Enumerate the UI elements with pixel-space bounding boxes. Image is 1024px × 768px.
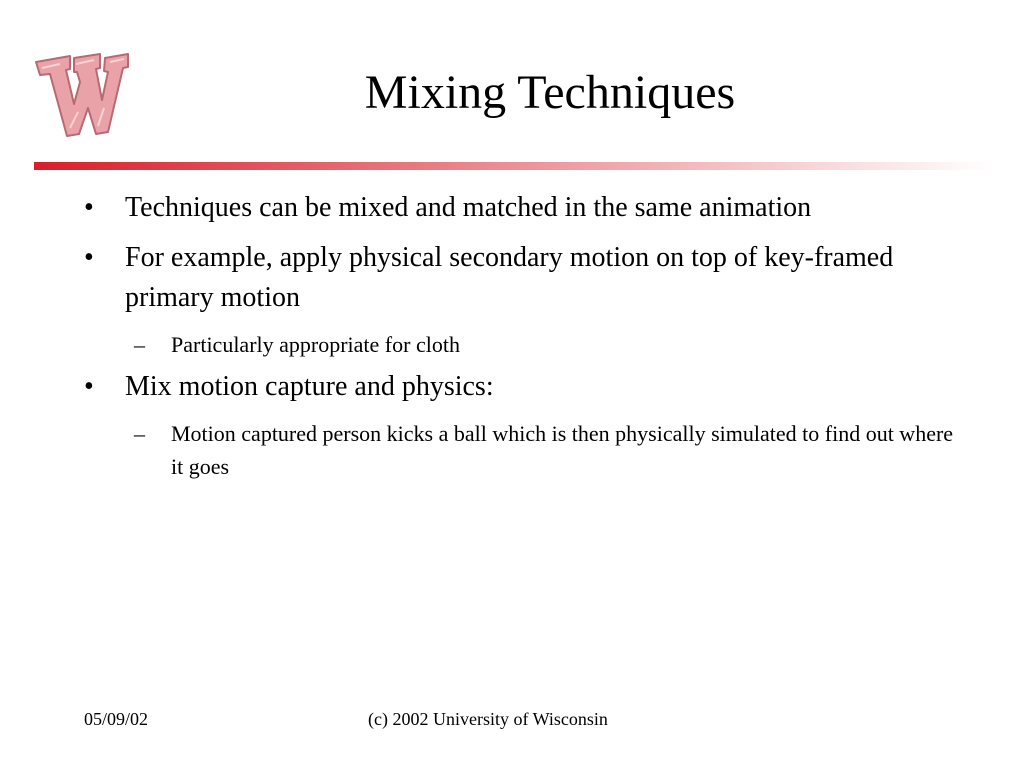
bullet-item (84, 238, 964, 318)
bullet-marker: • (84, 242, 94, 273)
uw-w-logo-icon (30, 42, 130, 142)
footer-copyright: (c) 2002 University of Wisconsin (368, 709, 608, 729)
slide-body (84, 188, 964, 489)
bullet-item (84, 367, 964, 407)
bullet-text: For example, apply physical secondary motion on top of key-framed primary motion (125, 242, 894, 313)
bullet-text: Mix motion capture and physics: (125, 371, 494, 402)
title-divider (34, 162, 994, 170)
sub-bullet-marker: – (134, 421, 145, 446)
sub-bullet-marker: – (134, 332, 145, 357)
sub-bullet-item (134, 328, 964, 361)
bullet-marker: • (84, 371, 94, 402)
bullet-marker: • (84, 192, 94, 223)
bullet-item (84, 188, 964, 228)
slide-title: Mixing Techniques (364, 66, 736, 119)
bullet-text: Techniques can be mixed and matched in the same animation (125, 192, 812, 223)
sub-bullet-text: Motion captured person kicks a ball which is then physically simulated to find out where it goes (171, 421, 954, 479)
footer-date: 05/09/02 (84, 709, 149, 729)
sub-bullet-item (134, 417, 964, 483)
sub-bullet-text: Particularly appropriate for cloth (171, 332, 460, 357)
